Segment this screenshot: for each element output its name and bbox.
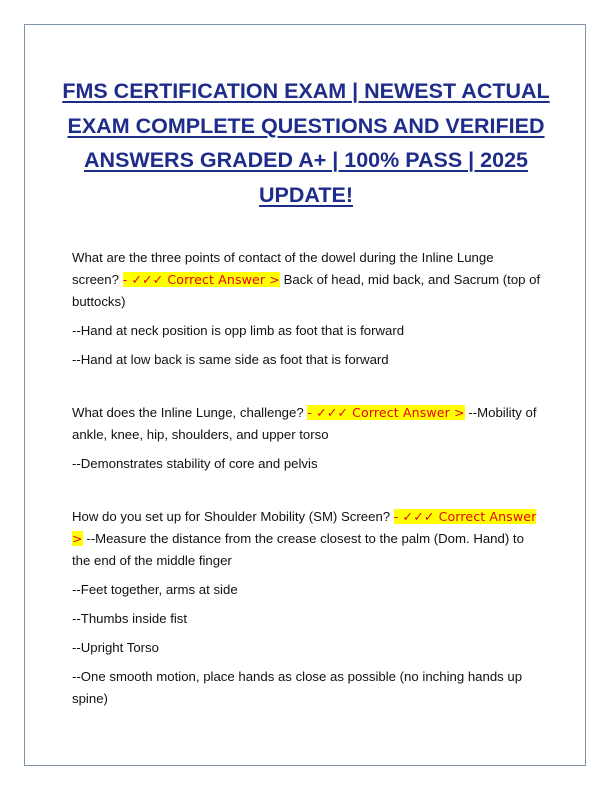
question-paragraph (72, 247, 542, 313)
answer-note: --Upright Torso (72, 640, 159, 655)
correct-answer-marker: - ✓✓✓ Correct Answer > (72, 509, 537, 546)
qa-item (72, 506, 542, 710)
correct-answer-marker: - ✓✓✓ Correct Answer > (122, 272, 280, 287)
qa-item (72, 402, 542, 475)
question-text: What does the Inline Lunge, challenge? (72, 405, 304, 420)
answer-text: Back of head, mid back, and Sacrum (top of buttocks) (72, 272, 541, 309)
document-title: FMS CERTIFICATION EXAM | NEWEST ACTUAL EXAM COMPLETE QUESTIONS AND VERIFIED ANSWERS GRADED A+ | 100% PASS | 2025 UPDATE! (62, 79, 550, 207)
qa-list (72, 247, 542, 717)
answer-note: --Hand at low back is same side as foot that is forward (72, 352, 389, 367)
question-text: How do you set up for Shoulder Mobility (SM) Screen? (72, 509, 391, 524)
question-text: What are the three points of contact of the dowel during the Inline Lunge screen? (72, 250, 494, 287)
question-paragraph (72, 506, 542, 572)
answer-note: --Thumbs inside fist (72, 611, 188, 626)
correct-answer-marker: - ✓✓✓ Correct Answer > (307, 405, 465, 420)
question-paragraph (72, 402, 542, 446)
qa-item (72, 247, 542, 371)
answer-note: --Hand at neck position is opp limb as foot that is forward (72, 323, 405, 338)
answer-note: --Feet together, arms at side (72, 582, 238, 597)
answer-note: --One smooth motion, place hands as close as possible (no inching hands up spine) (72, 669, 523, 706)
answer-text: --Mobility of ankle, knee, hip, shoulders, and upper torso (72, 405, 537, 442)
answer-note: --Demonstrates stability of core and pelvis (72, 456, 318, 471)
answer-text: --Measure the distance from the crease closest to the palm (Dom. Hand) to the end of the middle finger (72, 531, 524, 568)
